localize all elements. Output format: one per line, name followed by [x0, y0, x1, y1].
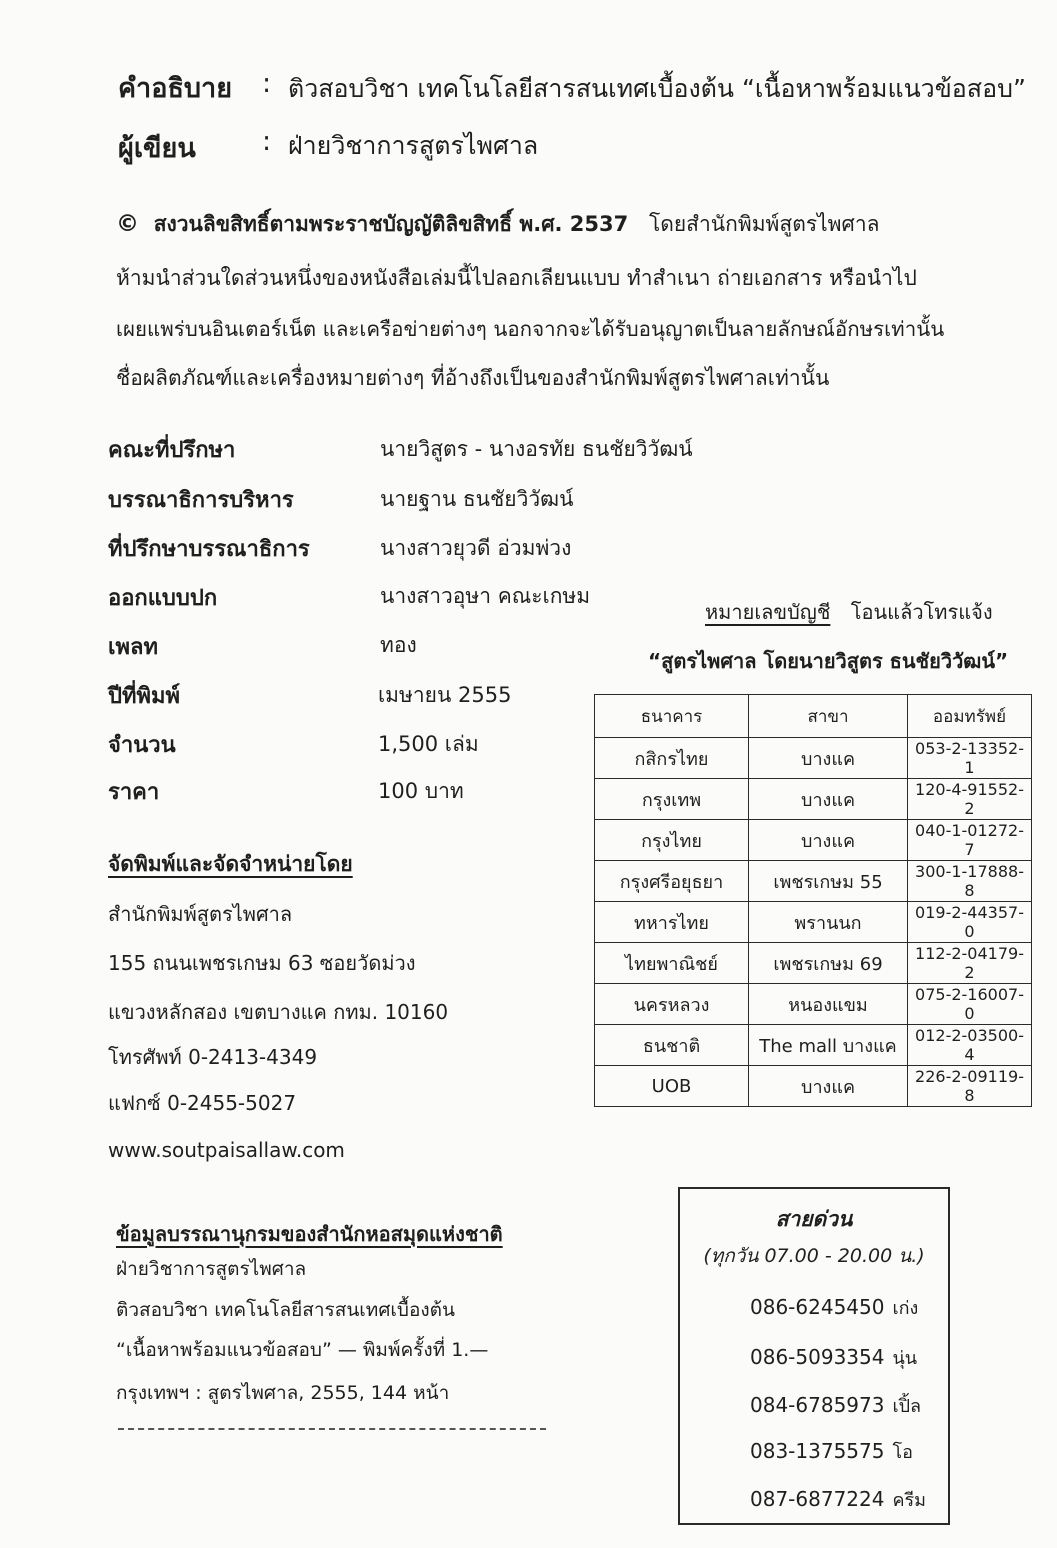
account-name: “สูตรไพศาล โดยนายวิสูตร ธนชัยวิวัฒน์”: [648, 649, 1009, 673]
copyright-line-3: เผยแพร่บนอินเตอร์เน็ต และเครือข่ายต่างๆ นอกจากจะได้รับอนุญาตเป็นลายลักษณ์อักษรเท่านั้น: [116, 317, 945, 341]
credit-value: นายฐาน ธนชัยวิวัฒน์: [380, 487, 574, 511]
bank-branch: เพชรเกษม 55: [749, 861, 908, 902]
hotline-name: โอ: [892, 1442, 913, 1463]
hotline-name: ครีม: [892, 1490, 927, 1511]
publisher-website[interactable]: www.soutpaisallaw.com: [108, 1138, 345, 1162]
description-label: คำอธิบาย: [118, 73, 233, 104]
author-value: ฝ่ายวิชาการสูตรไพศาล: [288, 131, 539, 160]
hotline-number: 086-5093354: [750, 1345, 885, 1369]
hotline-contact: [750, 1343, 917, 1372]
accounts-heading-note: โอนแล้วโทรแจ้ง: [850, 600, 993, 624]
bank-name: ทหารไทย: [595, 902, 749, 943]
hotline-number: 083-1375575: [750, 1439, 885, 1463]
bank-name: UOB: [595, 1066, 749, 1107]
table-row: [595, 861, 1032, 902]
accounts-heading-label: หมายเลขบัญชี: [705, 600, 831, 624]
bank-name: ธนชาติ: [595, 1025, 749, 1066]
copyright-line-4: ชื่อผลิตภัณฑ์และเครื่องหมายต่างๆ ที่อ้างถึงเป็นของสำนักพิมพ์สูตรไพศาลเท่านั้น: [116, 366, 830, 390]
description-colon: :: [262, 68, 272, 99]
credit-value: นางสาวยุวดี อ่วมพ่วง: [380, 536, 572, 560]
copyright-publisher: โดยสำนักพิมพ์สูตรไพศาล: [648, 212, 880, 236]
publisher-address-1: 155 ถนนเพชรเกษม 63 ซอยวัดม่วง: [108, 951, 416, 975]
bank-branch: พรานนก: [749, 902, 908, 943]
column-header-savings: ออมทรัพย์: [908, 695, 1032, 738]
credit-value: 100 บาท: [378, 779, 464, 803]
catalog-line-3: “เนื้อหาพร้อมแนวข้อสอบ” — พิมพ์ครั้งที่ 1.—: [116, 1339, 489, 1361]
publisher-fax: แฟกซ์ 0-2455-5027: [108, 1091, 297, 1115]
account-number: 300-1-17888-8: [908, 861, 1032, 902]
bank-name: นครหลวง: [595, 984, 749, 1025]
bank-name: ไทยพาณิชย์: [595, 943, 749, 984]
hotline-name: เก่ง: [892, 1298, 919, 1319]
column-header-bank: ธนาคาร: [595, 695, 749, 738]
bank-name: กรุงไทย: [595, 820, 749, 861]
credit-value: 1,500 เล่ม: [378, 732, 479, 756]
hotline-contact: [750, 1293, 918, 1322]
credit-label: คณะที่ปรึกษา: [108, 438, 236, 463]
account-number: 075-2-16007-0: [908, 984, 1032, 1025]
table-row: [595, 943, 1032, 984]
account-number: 012-2-03500-4: [908, 1025, 1032, 1066]
credit-label: เพลท: [108, 635, 159, 660]
table-row: [595, 738, 1032, 779]
table-row: [595, 902, 1032, 943]
bank-branch: หนองแขม: [749, 984, 908, 1025]
copyright-line-1: [116, 208, 880, 241]
bank-accounts-table: [594, 694, 1032, 1107]
hotline-contact: [750, 1485, 926, 1514]
publisher-name: สำนักพิมพ์สูตรไพศาล: [108, 902, 293, 926]
account-number: 019-2-44357-0: [908, 902, 1032, 943]
bank-branch: The mall บางแค: [749, 1025, 908, 1066]
credit-value: ทอง: [380, 633, 417, 657]
bank-branch: บางแค: [749, 738, 908, 779]
credit-label: บรรณาธิการบริหาร: [108, 488, 294, 513]
hotline-title: สายด่วน: [775, 1207, 853, 1231]
hotline-box: [678, 1187, 950, 1525]
author-colon: :: [262, 126, 272, 157]
table-header-row: [595, 695, 1032, 738]
catalog-line-1: ฝ่ายวิชาการสูตรไพศาล: [116, 1258, 307, 1280]
table-row: [595, 1066, 1032, 1107]
credit-value: นางสาวอุษา คณะเกษม: [380, 584, 591, 608]
bank-name: กรุงเทพ: [595, 779, 749, 820]
account-number: 040-1-01272-7: [908, 820, 1032, 861]
catalog-line-2: ติวสอบวิชา เทคโนโลยีสารสนเทศเบื้องต้น: [116, 1299, 455, 1321]
copyright-statement: สงวนลิขสิทธิ์ตามพระราชบัญญัติลิขสิทธิ์ พ.ศ. 2537: [153, 212, 629, 236]
hotline-number: 084-6785973: [750, 1393, 885, 1417]
publisher-phone: โทรศัพท์ 0-2413-4349: [108, 1045, 318, 1069]
table-row: [595, 984, 1032, 1025]
credit-label: ที่ปรึกษาบรรณาธิการ: [108, 537, 310, 562]
credit-label: จำนวน: [108, 733, 176, 758]
description-value: ติวสอบวิชา เทคโนโลยีสารสนเทศเบื้องต้น “เนื้อหาพร้อมแนวข้อสอบ”: [288, 74, 1026, 103]
account-number: 112-2-04179-2: [908, 943, 1032, 984]
hotline-contact: [750, 1437, 913, 1466]
hotline-number: 086-6245450: [750, 1295, 885, 1319]
bank-name: กสิกรไทย: [595, 738, 749, 779]
bank-branch: บางแค: [749, 820, 908, 861]
column-header-branch: สาขา: [749, 695, 908, 738]
credit-label: ปีที่พิมพ์: [108, 684, 180, 709]
bank-branch: เพชรเกษม 69: [749, 943, 908, 984]
account-number: 226-2-09119-8: [908, 1066, 1032, 1107]
publisher-address-2: แขวงหลักสอง เขตบางแค กทม. 10160: [108, 1000, 449, 1024]
table-row: [595, 779, 1032, 820]
accounts-heading: [705, 596, 993, 628]
table-row: [595, 820, 1032, 861]
bank-branch: บางแค: [749, 779, 908, 820]
catalog-line-4: กรุงเทพฯ : สูตรไพศาล, 2555, 144 หน้า: [116, 1382, 450, 1404]
credit-value: เมษายน 2555: [378, 683, 512, 707]
dashed-divider: [118, 1428, 546, 1430]
bank-branch: บางแค: [749, 1066, 908, 1107]
copyright-line-2: ห้ามนำส่วนใดส่วนหนึ่งของหนังสือเล่มนี้ไปลอกเลียนแบบ ทำสำเนา ถ่ายเอกสาร หรือนำไป: [116, 266, 917, 290]
catalog-heading: ข้อมูลบรรณานุกรมของสำนักหอสมุดแห่งชาติ: [116, 1222, 503, 1246]
table-row: [595, 1025, 1032, 1066]
account-number: 053-2-13352-1: [908, 738, 1032, 779]
copyright-symbol: ©: [116, 211, 139, 237]
author-label: ผู้เขียน: [118, 133, 196, 164]
credit-label: ราคา: [108, 780, 160, 805]
credit-label: ออกแบบปก: [108, 586, 218, 611]
hotline-contact: [750, 1391, 921, 1420]
hotline-name: นุ่น: [892, 1348, 918, 1369]
hotline-hours: (ทุกวัน 07.00 - 20.00 น.): [703, 1245, 925, 1267]
hotline-number: 087-6877224: [750, 1487, 885, 1511]
hotline-name: เปิ้ล: [892, 1396, 922, 1417]
bank-name: กรุงศรีอยุธยา: [595, 861, 749, 902]
credit-value: นายวิสูตร - นางอรทัย ธนชัยวิวัฒน์: [380, 437, 693, 461]
account-number: 120-4-91552-2: [908, 779, 1032, 820]
publisher-heading: จัดพิมพ์และจัดจำหน่ายโดย: [108, 852, 353, 876]
